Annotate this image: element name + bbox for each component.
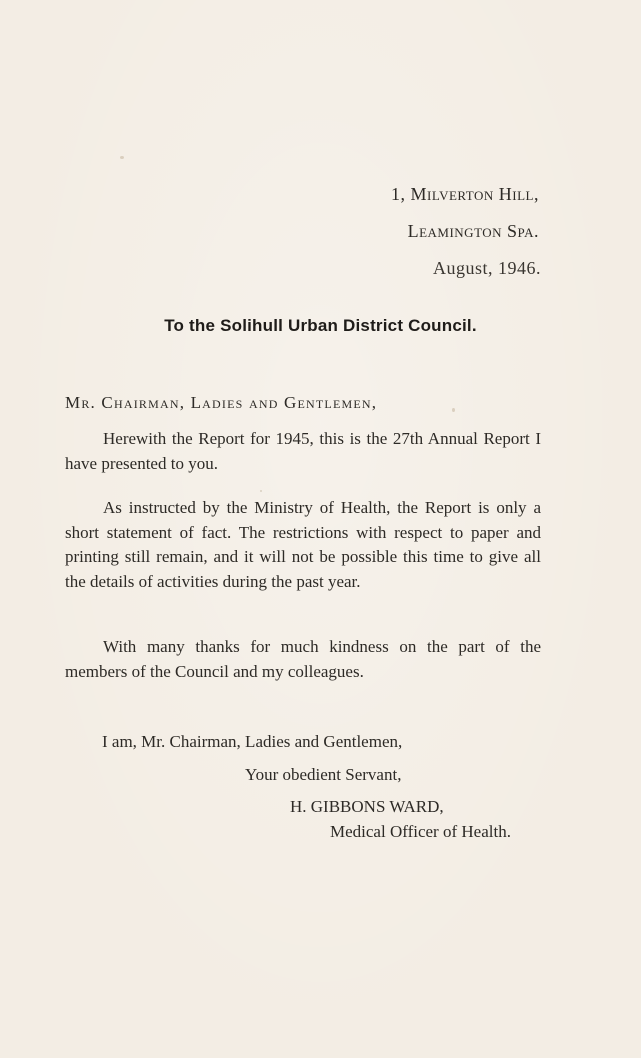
closing-valediction: Your obedient Servant, [245, 765, 402, 784]
salutation: Mr. Chairman, Ladies and Gentlemen, [65, 393, 378, 412]
signature-title: Medical Officer of Health. [330, 822, 511, 841]
address-street: 1, Milverton Hill, [391, 184, 539, 204]
letter-heading: To the Solihull Urban District Council. [164, 316, 477, 335]
paragraph-thanks: With many thanks for much kindness on the part of the members of the Council and my colleagues. [65, 637, 541, 681]
paragraph-report-intro: Herewith the Report for 1945, this is the 27th Annual Report I have presented to you. [65, 429, 541, 473]
signature-name: H. GIBBONS WARD, [290, 797, 444, 816]
paper-speck [120, 156, 124, 159]
paper-speck [260, 490, 262, 492]
address-town: Leamington Spa. [407, 221, 539, 241]
letter-date: August, 1946. [432, 258, 541, 278]
paper-speck [452, 408, 455, 412]
paragraph-restrictions: As instructed by the Ministry of Health, the Report is only a short statement of fact. The restrictions with respect to paper and printing still remain, and it will not be possible this time to give all the details of activities during the past year. [65, 498, 541, 591]
closing-greeting: I am, Mr. Chairman, Ladies and Gentlemen, [102, 732, 403, 751]
